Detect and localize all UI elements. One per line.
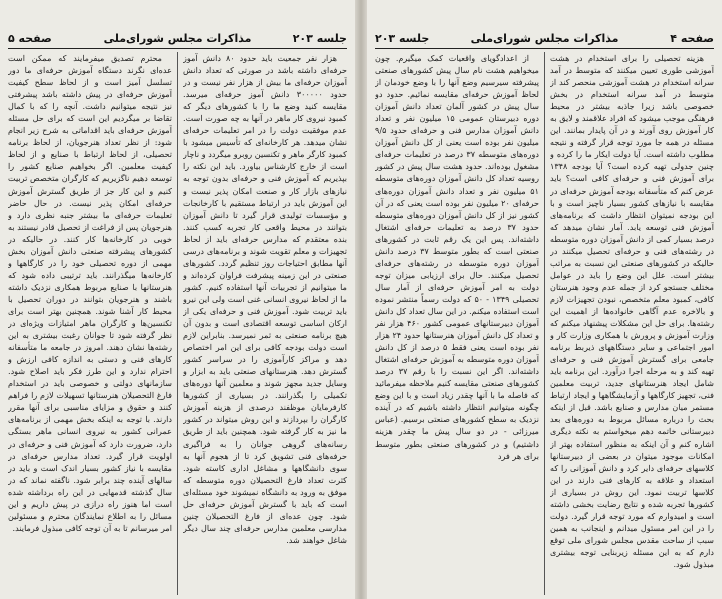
left-page-left-column-text: محترم تصدیق میفرمایند که ممکن است عده‌ای نگرند دستگاه آموزش حرفه‌ای ما دور تسلسل آمیز است و از لحاظ سطح کیفیت آموزش حرفه‌ای در پیش داشته باشد پیشرفتی نیز نتیجه میتوانیم داشت. آنچه را که با کمال تقاضا بر میگردیم این است که برای حل مسئله آموزش حرفه‌ای باید اقداماتی به شرح زیر انجام شود: از نظر تعداد هنرجویان، از لحاظ برنامه تحصیلی، از لحاظ ارتباط با صنایع و از لحاظ کیفیت معلمین. اگر بخواهیم صنایع کشور را توسعه دهیم ناگزیریم که کارگران متخصص تربیت کنیم و این کار جز از طریق گسترش آموزش حرفه‌ای امکان پذیر نیست. در حال حاضر تعلیمات حرفه‌ای ما بیشتر جنبه نظری دارد و هنرجویان پس از فراغت از تحصیل قادر نیستند به خوبی در کارخانه‌ها کار کنند. در حالیکه در کشورهای پیشرفته صنعتی دانش آموزان بخش مهمی از دوره تحصیلی خود را در کارگاهها و کارخانه‌ها میگذرانند. باید ترتیبی داده شود که هنرستانها با صنایع مربوط همکاری نزدیک داشته باشند و هنرجویان بتوانند در دوران تحصیل با محیط کار آشنا شوند. همچنین بهتر است برای تکنسین‌ها و کارگران ماهر امتیازات ویژه‌ای در نظر گرفته شود تا جوانان رغبت بیشتری به این رشته‌ها نشان دهند. امروز در جامعه ما متأسفانه کارهای فنی و دستی به اندازه کافی ارزش و احترام ندارد و این طرز فکر باید اصلاح شود. سازمانهای دولتی و خصوصی باید در استخدام فارغ التحصیلان هنرستانها تسهیلات لازم را فراهم کنند و حقوق و مزایای مناسبی برای آنها مقرر دارند. با توجه به اینکه بخش مهمی از برنامه‌های عمرانی کشور به نیروی انسانی ماهر بستگی دارد، ضرورت دارد که آموزش فنی و حرفه‌ای در اولویت قرار گیرد. تعداد مدارس حرفه‌ای در مقایسه با نیاز کشور بسیار اندک است و باید در سالهای آینده چند برابر شود. ناگفته نماند که در سال گذشته قدمهایی در این راه برداشته شده است اما هنوز راه درازی در پیش داریم و این مسائل را به اطلاع نمایندگان محترم و مسئولین امر میرسانم تا به آن توجه کافی مبذول فرمایند. <box>8 53 172 533</box>
left-page-right-column-text: هزار نفر جمعیت باید حدود ۸۰ دانش آموز حرفه‌ای داشته باشد در صورتی که تعداد دانش آموزان حرفه‌ای ما بیش از هزار نفر نیست و در حدود ۳۰۰۰۰۰ دانش آموز حرفه‌ای میرسد. مقایسه کنید وضع ما را با کشورهای دیگر که کمبود نیروی کار ماهر در آنها به چه صورت است. عدم موفقیت دولت را در امر تعلیمات حرفه‌ای نشان میدهد. هر کارخانه‌ای که تأسیس میشود با کمبود کارگر ماهر و تکنسین روبرو میگردد و ناچار است از خارج کارشناس بیاورد. باید این نکته را بپذیریم که آموزش فنی و حرفه‌ای بدون توجه به نیازهای بازار کار و صنعت امکان پذیر نیست و این آموزش باید در ارتباط مستقیم با کارخانجات و مؤسسات تولیدی قرار گیرد تا دانش آموزان بتوانند در محیط واقعی کار تجربه کسب کنند. بنده معتقدم که مدارس حرفه‌ای باید از لحاظ تجهیزات و معلم تقویت شوند و برنامه‌های درسی آنها مطابق احتیاجات روز تنظیم گردد. کشورهای صنعتی در این زمینه پیشرفت فراوان کرده‌اند و ما میتوانیم از تجربیات آنها استفاده کنیم. کشور ما از لحاظ نیروی انسانی غنی است ولی این نیرو باید تربیت شود. آموزش فنی و حرفه‌ای یکی از ارکان اساسی توسعه اقتصادی است و بدون آن هیچ برنامه صنعتی به ثمر نمیرسد. بنابراین لازم است دولت بودجه کافی برای این امر اختصاص دهد و مراکز کارآموزی را در سراسر کشور گسترش دهد. هنرستانهای صنعتی باید به ابزار و وسایل جدید مجهز شوند و معلمین آنها دوره‌های تکمیلی را بگذرانند. در بسیاری از کشورها کارفرمایان موظفند درصدی از هزینه آموزش کارگران را بپردازند و این روش میتواند در کشور ما نیز به کار گرفته شود. همچنین باید از طریق رسانه‌های گروهی جوانان را به فراگیری حرفه‌های فنی تشویق کرد تا از هجوم آنها به سوی دانشگاهها و مشاغل اداری کاسته شود. کثرت تعداد فارغ التحصیلان دوره متوسطه که موفق به ورود به دانشگاه نمیشوند خود مسئله‌ای است که باید با گسترش آموزش حرفه‌ای حل شود. چون عده‌ای از فارغ التحصیلان چنین مدارسی معلمین مدارس حرفه‌ای چند سال دیگر شاغل خواهند شد. <box>183 53 347 545</box>
left-page-session: جلسه ۲۰۳ <box>292 32 347 45</box>
left-page-title: مذاکرات مجلس شورای‌ملی <box>103 32 252 45</box>
left-page-header <box>8 30 347 49</box>
right-page-session: جلسه ۲۰۳ <box>375 32 430 45</box>
column-divider <box>544 52 545 595</box>
right-page-columns <box>375 52 714 595</box>
left-page <box>0 0 355 599</box>
left-page-columns <box>8 52 347 595</box>
left-page-number: صفحه ۵ <box>8 32 52 45</box>
right-page <box>367 0 722 599</box>
right-page-header <box>375 30 714 49</box>
right-page-right-column <box>550 52 714 595</box>
left-page-right-column <box>183 52 347 595</box>
column-divider <box>177 52 178 595</box>
right-page-right-column-text: هزینه تحصیلی را برای استخدام در هشت آموزشی طوری تعیین میکنند که متوسط در آمد سرانه استخدام در هشت آموزشی منحصر کند از متوسط در آمد سرانه استخدام در بخش خصوصی باشد زیرا جاذبه بیشتر در محیط فرهنگی موجب میشود که افراد علاقمند و لایق به کار آموزش روی آورند و در آن پایدار بمانند. این مسئله در همه جا مورد توجه قرار گرفته و نتیجه مطلوب داشته است. آیا دولت ایکار ما را کرده و چنین جدولی تهیه کرده است؟ آیا بودجه ۱۳۴۸ برای آموزش فنی و حرفه‌ای کافی است؟ باید عرض کنم که متأسفانه بودجه آموزش حرفه‌ای در مقایسه با نیازهای کشور بسیار ناچیز است و با این بودجه نمیتوان انتظار داشت که برنامه‌های آموزش فنی توسعه یابد. آمار نشان میدهد که درصد بسیار کمی از دانش آموزان دوره متوسطه در رشته‌های فنی و حرفه‌ای تحصیل میکنند در حالیکه در کشورهای صنعتی این نسبت به مراتب بیشتر است. علل این وضع را باید در عوامل مختلف جستجو کرد از جمله عدم وجود هنرستان کافی، کمبود معلم متخصص، نبودن تجهیزات لازم و بالاخره عدم آگاهی خانواده‌ها از اهمیت این رشته‌ها. برای حل این مشکلات پیشنهاد میکنم که وزارت آموزش و پرورش با همکاری وزارت کار و امور اجتماعی و سایر دستگاههای ذیربط برنامه جامعی برای گسترش آموزش فنی و حرفه‌ای تهیه کند و به مرحله اجرا درآورد. این برنامه باید شامل ایجاد هنرستانهای جدید، تربیت معلمین فنی، تجهیز کارگاهها و آزمایشگاهها و ایجاد ارتباط مستمر میان مدارس و صنایع باشد. قبل از اینکه بحث را درباره مسائل مربوط به دوره‌های بعد دبیرستانی خاتمه دهم میخواستم به نکته دیگری اشاره کنم و آن اینکه به منظور استفاده بهتر از امکانات موجود میتوان در بعضی از دبیرستانها کلاسهای حرفه‌ای دایر کرد و دانش آموزانی را که استعداد و علاقه به کارهای فنی دارند در این کلاسها تربیت نمود. این روش در بسیاری از کشورها تجربه شده و نتایج رضایت بخشی داشته است و امیدوارم که مورد توجه قرار گیرد. دولت را در این امر مسئول میدانم و اینجانب به همین سبب از ساحت مقدس مجلس شورای ملی توقع دارم که به این مسئله زیربنایی توجه بیشتری مبذول شود. <box>550 53 714 569</box>
right-page-number: صفحه ۴ <box>670 32 714 45</box>
book-gutter <box>355 0 367 599</box>
right-page-title: مذاکرات مجلس شورای‌ملی <box>470 32 619 45</box>
left-page-left-column <box>8 52 172 595</box>
right-page-left-column <box>375 52 539 595</box>
right-page-left-column-text: از اعدادگویای واقعیات کمک میگیرم. چون میخواهیم هشت نام سال پیش کشورهای صنعتی پیشرفته سیرسیم وضع آنها را با وضع خودمان از لحاظ آموزش حرفه‌ای مقایسه نمائیم. حدود دو سال پیش در کشور آلمان تعداد دانش آموزان دوره دبیرستان عمومی ۱۵ میلیون نفر و تعداد دانش آموزان مدارس فنی و حرفه‌ای حدود ۹/۵ میلیون نفر بوده است یعنی از کل دانش آموزان دوره‌های متوسطه ۳۷ درصد در تعلیمات حرفه‌ای مشغول بوده‌اند. حدود هشت سال پیش در کشور روسیه تعداد کل دانش آموزان دوره‌های متوسطه ۵۱ میلیون نفر و تعداد دانش آموزان دوره‌های حرفه‌ای ۲۰ میلیون نفر بوده است یعنی که در آن کشور نیز از کل دانش آموزان دوره‌های متوسطه حدود ۳۷ درصد به تعلیمات حرفه‌ای اشتغال داشته‌اند. پس این یک رقم ثابت در کشورهای صنعتی است که بطور متوسط ۳۷ درصد دانش آموزان دوره متوسطه در رشته‌های حرفه‌ای تحصیل میکنند. حال برای ارزیابی میزان توجه دولت به امر آموزش حرفه‌ای از آمار سال تحصیلی ۱۳۴۹ - ۵۰ که دولت رسماً منتشر نموده است استفاده میکنم. در این سال تعداد کل دانش آموزان دبیرستانهای عمومی کشور ۴۶۰ هزار نفر و تعداد کل دانش آموزان هنرستانها حدود ۲۴ هزار نفر بوده است یعنی فقط ۵ درصد از کل دانش آموزان دوره متوسطه به آموزش حرفه‌ای اشتغال داشته‌اند. اگر این نسبت را با رقم ۳۷ درصد کشورهای صنعتی مقایسه کنیم ملاحظه میفرمائید که فاصله ما با آنها چقدر زیاد است و با این وضع چگونه میتوانیم انتظار داشته باشیم که در آینده نزدیک به سطح کشورهای صنعتی برسیم. (عباس میرزائی - در دو سال پیش ما چقدر هزینه داشتیم) و در کشورهای صنعتی بطور متوسط برای هر فرد <box>375 53 539 461</box>
